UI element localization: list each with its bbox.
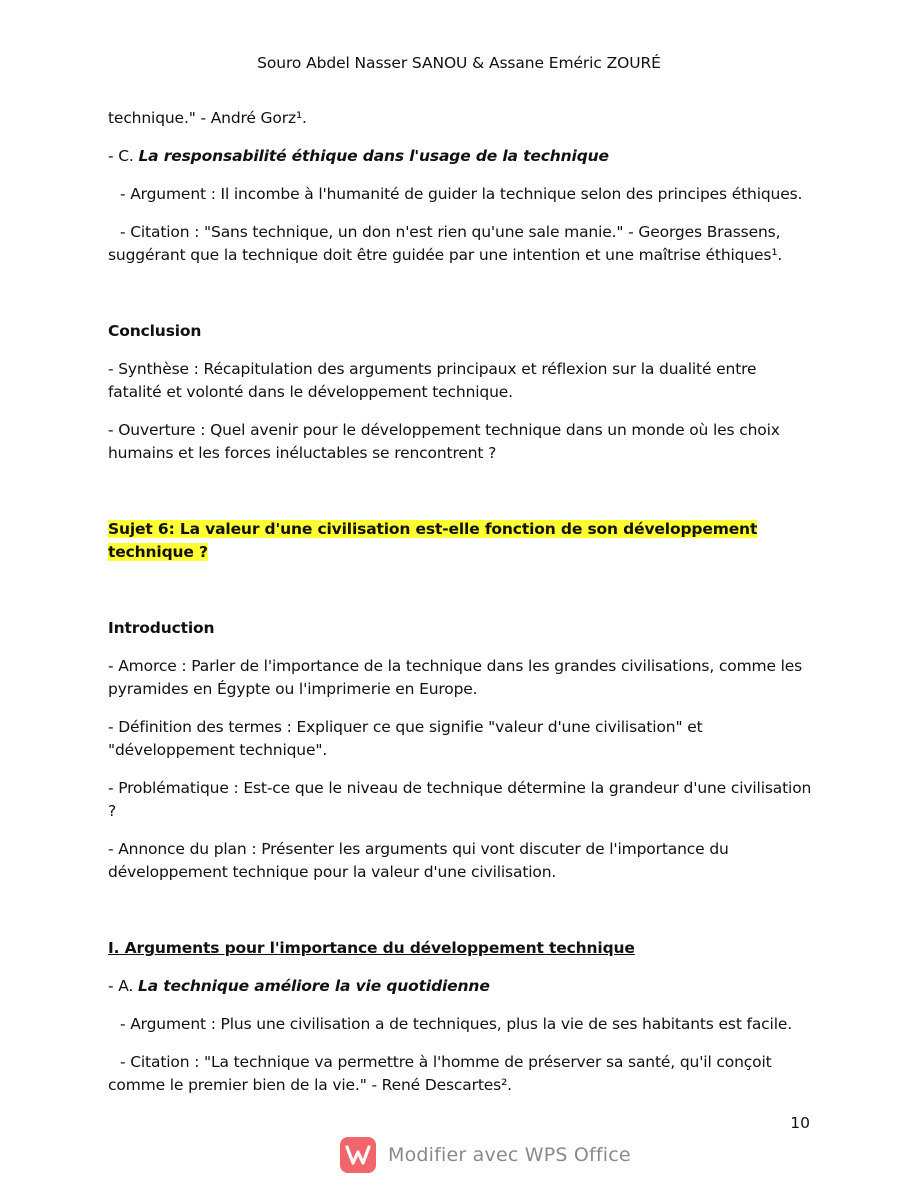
conclusion-heading: Conclusion	[108, 322, 202, 340]
subsection-prefix: - A.	[108, 977, 138, 995]
document-body	[108, 107, 813, 1112]
wps-label[interactable]: Modifier avec WPS Office	[388, 1144, 631, 1166]
citation: - Citation : "Sans technique, un don n'est rien qu'une sale manie." - Georges Brassens, suggérant que la technique doit être guidée par une intention et une maîtrise éthiques¹.	[108, 223, 783, 264]
argument: - Argument : Il incombe à l'humanité de guider la technique selon des principes éthiques.	[120, 185, 803, 203]
page-header: Souro Abdel Nasser SANOU & Assane Eméric ZOURÉ	[257, 54, 661, 72]
wps-logo-icon	[340, 1137, 376, 1173]
part1-heading-text: I. Arguments pour l'importance du développement technique	[108, 939, 635, 957]
paragraph: technique." - André Gorz¹.	[108, 109, 307, 127]
argument: - Argument : Plus une civilisation a de techniques, plus la vie de ses habitants est facile.	[120, 1015, 793, 1033]
subsection-prefix: - C.	[108, 147, 139, 165]
annonce: - Annonce du plan : Présenter les arguments qui vont discuter de l'importance du développement technique pour la valeur d'une civilisation.	[108, 840, 729, 881]
definition: - Définition des termes : Expliquer ce que signifie "valeur d'une civilisation" et "développement technique".	[108, 718, 703, 759]
subsection-title: La technique améliore la vie quotidienne	[137, 977, 490, 995]
introduction-heading: Introduction	[108, 619, 215, 637]
ouverture: - Ouverture : Quel avenir pour le développement technique dans un monde où les choix humains et les forces inéluctables se rencontrent ?	[108, 421, 780, 462]
sujet-title	[108, 518, 813, 564]
page-number: 10	[790, 1114, 810, 1132]
problematique: - Problématique : Est-ce que le niveau de technique détermine la grandeur d'une civilisation ?	[108, 779, 812, 820]
citation: - Citation : "La technique va permettre à l'homme de préserver sa santé, qu'il conçoit comme le premier bien de la vie." - René Descartes².	[108, 1053, 772, 1094]
wps-edit-banner[interactable]	[340, 1136, 631, 1174]
amorce: - Amorce : Parler de l'importance de la technique dans les grandes civilisations, comme les pyramides en Égypte ou l'imprimerie en Europe.	[108, 657, 803, 698]
synthese: - Synthèse : Récapitulation des arguments principaux et réflexion sur la dualité entre fatalité et volonté dans le développement technique.	[108, 360, 757, 401]
subsection-a	[108, 975, 813, 998]
part1-heading	[108, 937, 813, 960]
subsection-title: La responsabilité éthique dans l'usage de la technique	[138, 147, 609, 165]
sujet-highlight: Sujet 6: La valeur d'une civilisation est-elle fonction de son développement technique ?	[108, 520, 758, 561]
subsection-c	[108, 145, 813, 168]
